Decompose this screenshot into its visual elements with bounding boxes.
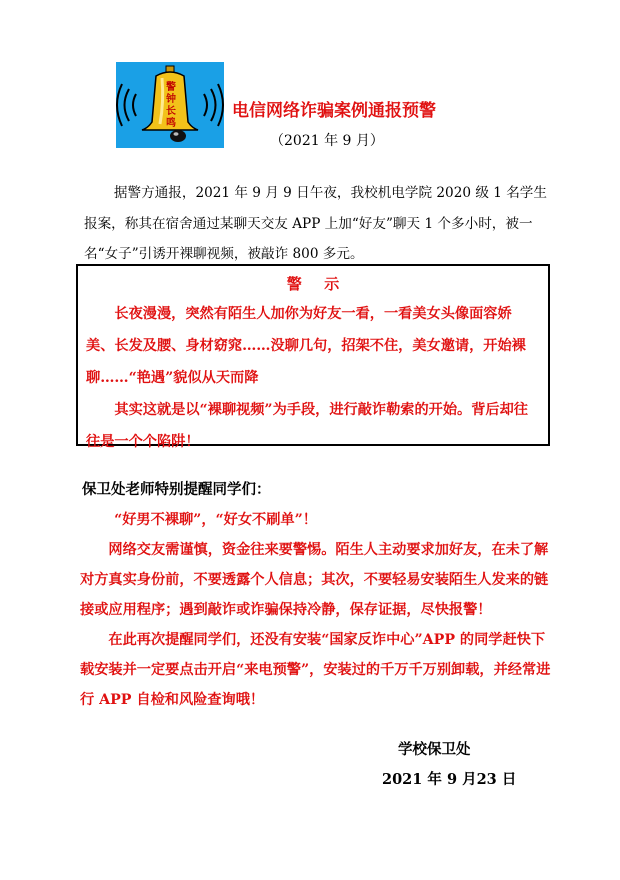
reminder-paragraph: 网络交友需谨慎，资金往来要警惕。陌生人主动要求加好友，在未了解对方真实身份前，不要透露个人信息；其次，不要轻易安装陌生人发来的链接或应用程序；遇到敲诈或诈骗保持冷静，保存证据，尽快报警！ — [80, 542, 549, 618]
reminder-body — [80, 505, 554, 715]
bell-logo — [116, 62, 224, 148]
warning-box — [76, 264, 550, 450]
page-title: 电信网络诈骗案例通报预警 — [232, 101, 436, 121]
report-date: （2021 年 9 月） — [270, 133, 384, 149]
warning-heading: 警示 — [286, 275, 362, 293]
signature-date: 2021 年 9 月23 日 — [382, 771, 517, 788]
signature-org: 学校保卫处 — [398, 741, 471, 758]
reminder-slogan: “好男不裸聊”，“好女不刷单”！ — [114, 512, 317, 528]
warning-paragraph: 长夜漫漫，突然有陌生人加你为好友一看，一看美女头像面容娇美、长发及腰、身材窈窕……没聊几句，招架不住，美女邀请，开始裸聊……“艳遇”貌似从天而降 — [86, 306, 526, 386]
reminder-paragraph: 在此再次提醒同学们，还没有安装“国家反诈中心”APP 的同学赶快下载安装并一定要点击开启“来电预警”，安装过的千万千万别卸载，并经常进行 APP 自检和风险查询哦！ — [80, 632, 551, 708]
reminder-heading: 保卫处老师特别提醒同学们： — [82, 481, 271, 498]
warning-paragraph: 其实这就是以“裸聊视频”为手段，进行敲诈勒索的开始。背后却往往是一个个陷阱！ — [86, 402, 528, 450]
logo-text: 警钟长鸣 — [166, 82, 176, 129]
case-summary: 据警方通报，2021 年 9 月 9 日午夜，我校机电学院 2020 级 1 名学生报案，称其在宿舍通过某聊天交友 APP 上加“好友”聊天 1 个多小时，被一名“女子”引诱开裸聊视频，被敲诈 800 多元。 — [84, 185, 547, 262]
